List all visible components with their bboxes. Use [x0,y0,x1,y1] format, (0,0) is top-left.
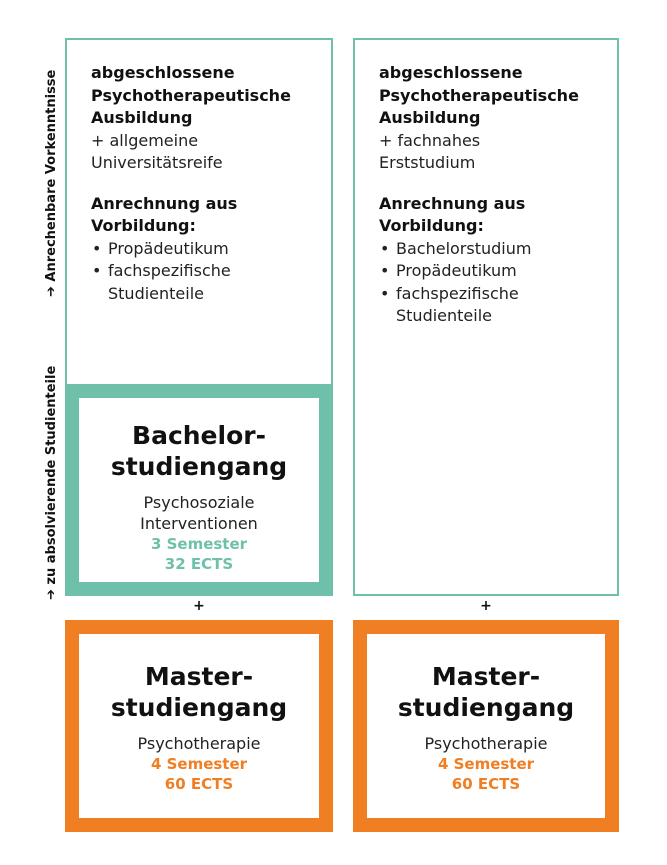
credit-block [379,193,617,328]
bachelor-subject: Psychosoziale Interventionen [140,493,258,533]
prior-heading: abgeschlossene Psychotherapeutische Ausbildung [91,63,291,127]
bachelor-program-box [65,384,333,596]
master-ects: 60 ECTS [451,775,521,793]
prior-text: + allgemeine Universitätsreife [91,130,223,172]
plus-sign-right: + [480,598,492,614]
credit-item: • Propädeutikum [379,260,617,283]
credit-heading: Anrechnung aus Vorbildung: [379,193,526,235]
credit-block [91,193,331,306]
credit-list [91,238,331,306]
credit-list [379,238,617,328]
master-subject: Psychotherapie [424,734,548,753]
master-semesters: 4 Semester [150,755,248,773]
master-ects: 60 ECTS [164,775,234,793]
credit-item: • Bachelorstudium [379,238,617,261]
prior-heading: abgeschlossene Psychotherapeutische Ausbildung [379,63,579,127]
prior-knowledge-box-right [353,38,619,596]
credit-item: • fachspezifische Studienteile [91,260,331,305]
credit-item: • Propädeutikum [91,238,331,261]
master-program-box-right [353,620,619,832]
master-subject: Psychotherapie [137,734,261,753]
prior-knowledge-box-left [65,38,333,393]
master-program-box-left [65,620,333,832]
master-title: Master- studiengang [397,662,575,722]
bachelor-semesters: 3 Semester [150,535,248,553]
bachelor-ects: 32 ECTS [164,555,234,573]
side-label-prior-knowledge: ➔ Anrechenbare Vorkenntnisse [44,69,59,297]
bachelor-title: Bachelor- studiengang [110,421,288,481]
master-semesters: 4 Semester [437,755,535,773]
side-label-to-complete: ➔ zu absolvierende Studienteile [44,365,59,600]
master-title: Master- studiengang [110,662,288,722]
credit-heading: Anrechnung aus Vorbildung: [91,193,238,235]
plus-sign-left: + [193,598,205,614]
prior-text: + fachnahes Erststudium [379,130,481,172]
credit-item: • fachspezifische Studienteile [379,283,617,328]
